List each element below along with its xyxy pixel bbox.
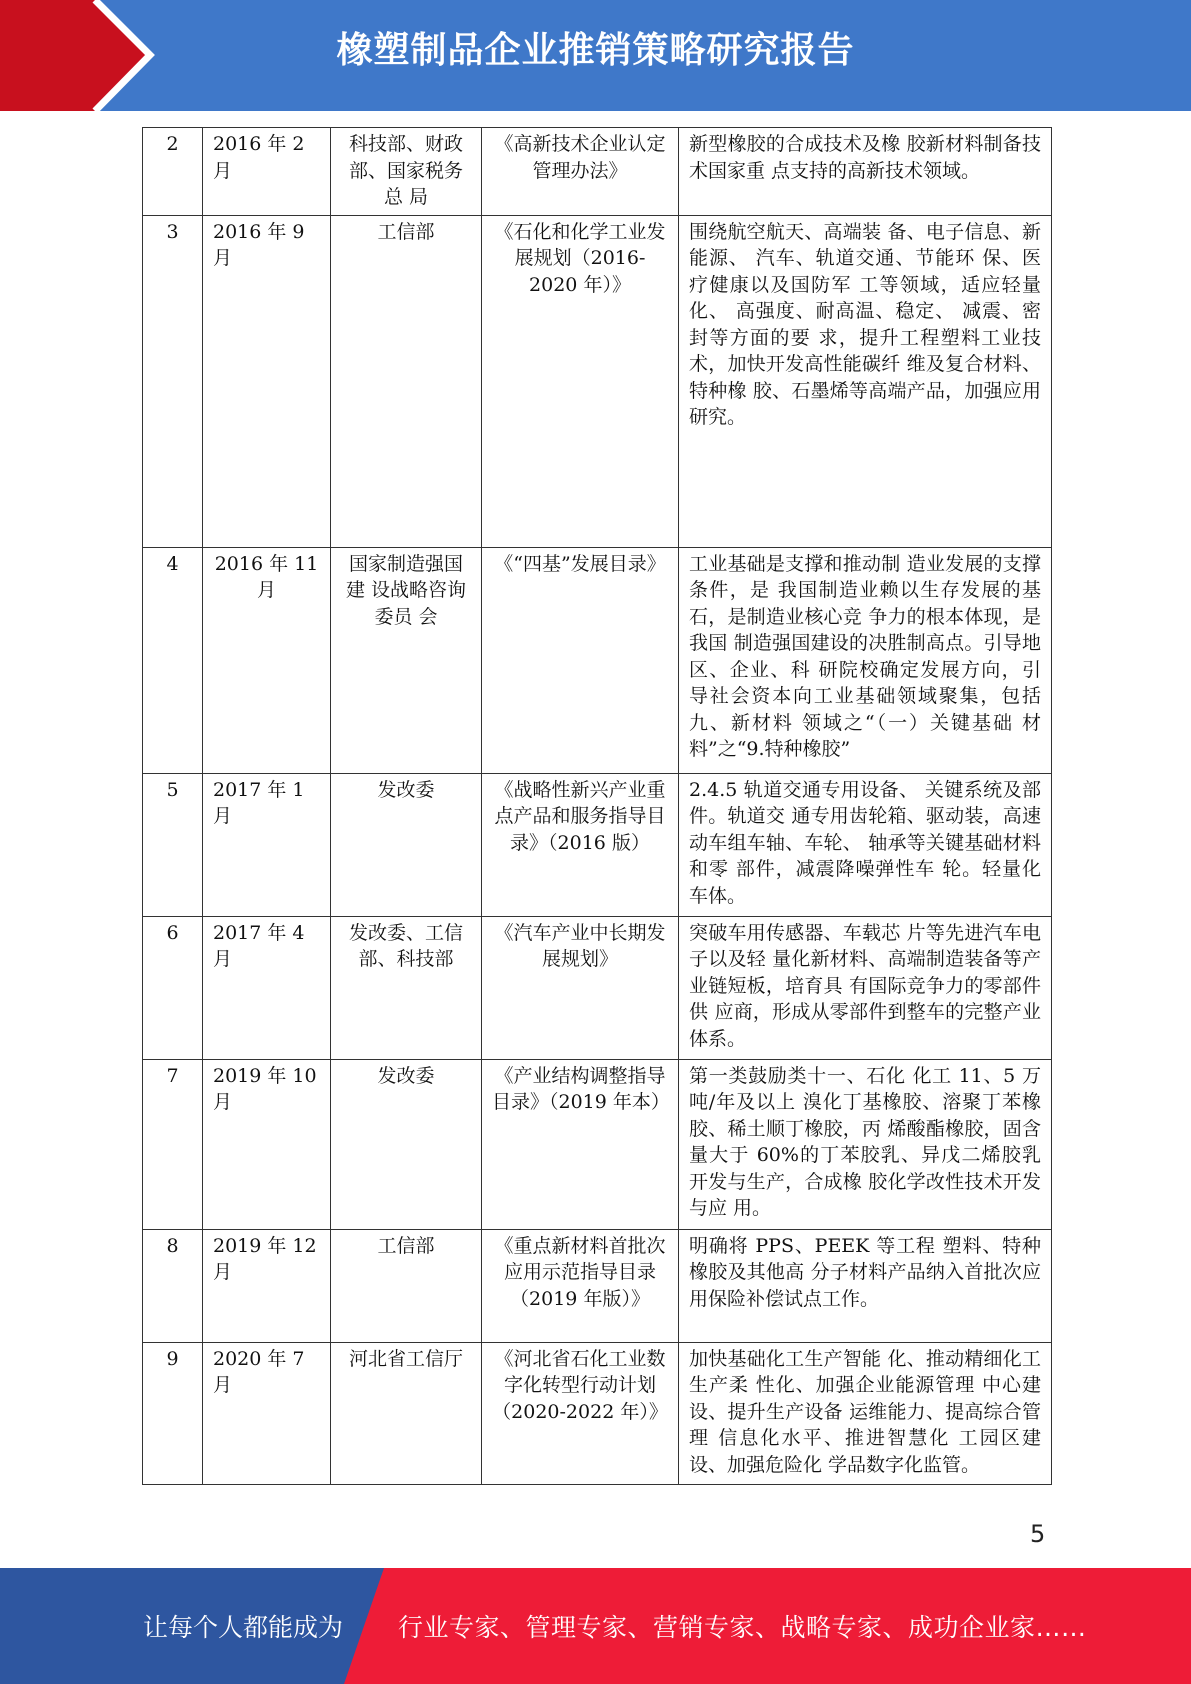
row-document: 《高新技术企业认定 管理办法》 xyxy=(482,128,679,216)
row-document: 《石化和化学工业发 展规划（2016-2020 年）》 xyxy=(482,215,679,547)
page-header xyxy=(0,0,1191,111)
row-department: 发改委 xyxy=(331,1059,482,1229)
row-document: 《河北省石化工业数 字化转型行动计划 （2020-2022 年）》 xyxy=(482,1342,679,1484)
row-date: 2019 年 12 月 xyxy=(203,1229,331,1342)
row-department: 科技部、财政部、国家税务 总 局 xyxy=(331,128,482,216)
row-number: 2 xyxy=(143,128,203,216)
table-row xyxy=(143,128,1052,216)
row-content: 加快基础化工生产智能 化、推动精细化工生产柔 性化、加强企业能源管理 中心建设、提升生产设备 运维能力、提高综合管理 信息化水平、推进智慧化 工园区建设、加强危险化 学品数字化监管。 xyxy=(679,1342,1052,1484)
table-row xyxy=(143,215,1052,547)
row-date: 2019 年 10 月 xyxy=(203,1059,331,1229)
row-content: 第一类鼓励类十一、石化 化工 11、5 万吨/年及以上 溴化丁基橡胶、溶聚丁苯橡胶、稀土顺丁橡胶，丙 烯酸酯橡胶，固含量大于 60%的丁苯胶乳、异戊二烯胶乳开发与生产，合成橡 胶化学改性技术开发与应 用。 xyxy=(679,1059,1052,1229)
row-department: 发改委 xyxy=(331,773,482,916)
row-department: 工信部 xyxy=(331,215,482,547)
row-number: 4 xyxy=(143,547,203,773)
row-date: 2017 年 1 月 xyxy=(203,773,331,916)
row-document: 《重点新材料首批次 应用示范指导目录 （2019 年版）》 xyxy=(482,1229,679,1342)
row-date: 2017 年 4 月 xyxy=(203,916,331,1059)
row-document: 《产业结构调整指导 目录》（2019 年本） xyxy=(482,1059,679,1229)
row-number: 6 xyxy=(143,916,203,1059)
footer-slogan-right: 行业专家、管理专家、营销专家、战略专家、成功企业家…… xyxy=(398,1613,1087,1642)
row-number: 8 xyxy=(143,1229,203,1342)
row-date: 2020 年 7 月 xyxy=(203,1342,331,1484)
report-title: 橡塑制品企业推销策略研究报告 xyxy=(336,30,855,71)
row-department: 河北省工信厅 xyxy=(331,1342,482,1484)
page-number: 5 xyxy=(1030,1520,1046,1548)
policy-table xyxy=(142,127,1052,1485)
row-date: 2016 年 9月 xyxy=(203,215,331,547)
footer-slogan-left: 让每个人都能成为 xyxy=(143,1613,344,1642)
row-number: 3 xyxy=(143,215,203,547)
row-document: 《战略性新兴产业重 点产品和服务指导目 录》（2016 版） xyxy=(482,773,679,916)
row-number: 9 xyxy=(143,1342,203,1484)
row-content: 明确将 PPS、PEEK 等工程 塑料、特种橡胶及其他高 分子材料产品纳入首批次应用保险补偿试点工作。 xyxy=(679,1229,1052,1342)
table-row xyxy=(143,1342,1052,1484)
table-row xyxy=(143,916,1052,1059)
row-content: 2.4.5 轨道交通专用设备、 关键系统及部件。轨道交 通专用齿轮箱、驱动装，高速动车组车轴、车轮、 轴承等关键基础材料和零 部件，减震降噪弹性车 轮。轻量化车体。 xyxy=(679,773,1052,916)
row-content: 围绕航空航天、高端装 备、电子信息、新能源、 汽车、轨道交通、节能环 保、医疗健康以及国防军 工等领域，适应轻量化、 高强度、耐高温、稳定、 减震、密封等方面的要 求，提升工程塑料工业技 术，加快开发高性能碳纤 维及复合材料、特种橡 胶、石墨烯等高端产品，加强应用研究。 xyxy=(679,215,1052,547)
row-date: 2016 年 2 月 xyxy=(203,128,331,216)
row-content: 工业基础是支撑和推动制 造业发展的支撑条件，是 我国制造业赖以生存发展的基石，是制造业核心竞 争力的根本体现，是我国 制造强国建设的决胜制高点。引导地区、企业、科 研院校确定发展方向，引 导社会资本向工业基础领域聚集，包括九、新材料 领域之“（一）关键基础 材料”之“9.特种橡胶” xyxy=(679,547,1052,773)
table-row xyxy=(143,773,1052,916)
row-document: 《汽车产业中长期发 展规划》 xyxy=(482,916,679,1059)
row-department: 工信部 xyxy=(331,1229,482,1342)
row-number: 7 xyxy=(143,1059,203,1229)
table-row xyxy=(143,1229,1052,1342)
table-row xyxy=(143,1059,1052,1229)
row-content: 突破车用传感器、车载芯 片等先进汽车电子以及轻 量化新材料、高端制造装备等产业链短板，培育具 有国际竞争力的零部件供 应商，形成从零部件到整车的完整产业体系。 xyxy=(679,916,1052,1059)
row-department: 国家制造强国建 设战略咨询委员 会 xyxy=(331,547,482,773)
row-number: 5 xyxy=(143,773,203,916)
row-document: 《“四基”发展目录》 xyxy=(482,547,679,773)
row-content: 新型橡胶的合成技术及橡 胶新材料制备技术国家重 点支持的高新技术领域。 xyxy=(679,128,1052,216)
table-row xyxy=(143,547,1052,773)
row-department: 发改委、工信部、科技部 xyxy=(331,916,482,1059)
page-footer xyxy=(0,1568,1191,1684)
policy-table-container xyxy=(142,127,1052,1485)
row-date: 2016 年 11 月 xyxy=(203,547,331,773)
